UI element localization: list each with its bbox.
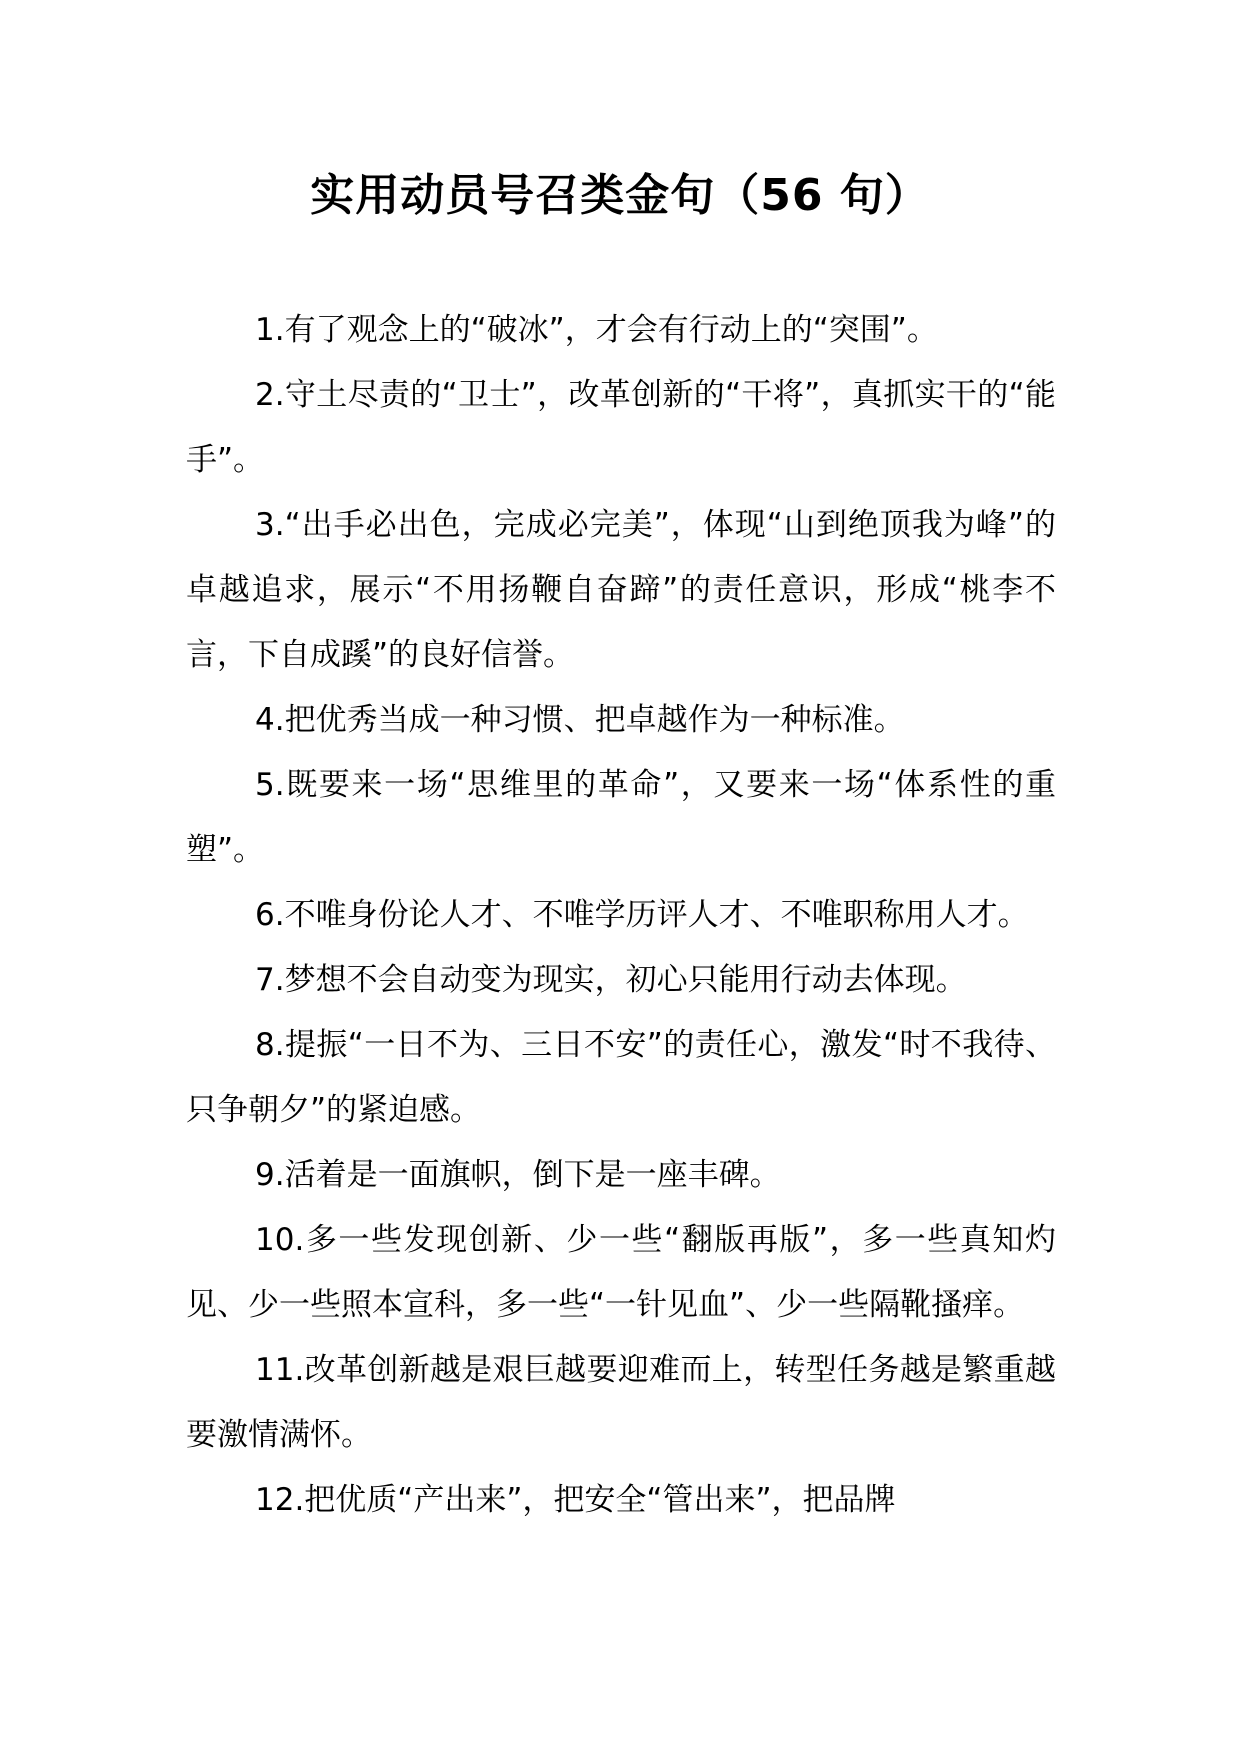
paragraph-4: 4.把优秀当成一种习惯、把卓越作为一种标准。	[255, 702, 905, 738]
document-body	[186, 298, 1056, 1533]
paragraph-3: 3.“出手必出色，完成必完美”，体现“山到绝顶我为峰”的卓越追求，展示“不用扬鞭自奋蹄”的责任意识，形成“桃李不言，下自成蹊”的良好信誉。	[186, 507, 1056, 673]
paragraph-2: 2.守土尽责的“卫士”，改革创新的“干将”，真抓实干的“能手”。	[186, 377, 1056, 478]
paragraph-1: 1.有了观念上的“破冰”，才会有行动上的“突围”。	[255, 312, 938, 348]
paragraph-7: 7.梦想不会自动变为现实，初心只能用行动去体现。	[255, 962, 967, 998]
document-title: 实用动员号召类金句（56 句）	[310, 170, 930, 221]
paragraph-5: 5.既要来一场“思维里的革命”，又要来一场“体系性的重塑”。	[186, 767, 1056, 868]
paragraph-10: 10.多一些发现创新、少一些“翻版再版”，多一些真知灼见、少一些照本宣科，多一些“一针见血”、少一些隔靴搔痒。	[186, 1222, 1056, 1323]
paragraph-12: 12.把优质“产出来”，把安全“管出来”，把品牌	[255, 1482, 896, 1518]
paragraph-8: 8.提振“一日不为、三日不安”的责任心，激发“时不我待、只争朝夕”的紧迫感。	[186, 1027, 1056, 1128]
paragraph-11: 11.改革创新越是艰巨越要迎难而上，转型任务越是繁重越要激情满怀。	[186, 1352, 1056, 1453]
paragraph-6: 6.不唯身份论人才、不唯学历评人才、不唯职称用人才。	[255, 897, 1029, 933]
paragraph-9: 9.活着是一面旗帜，倒下是一座丰碑。	[255, 1157, 781, 1193]
